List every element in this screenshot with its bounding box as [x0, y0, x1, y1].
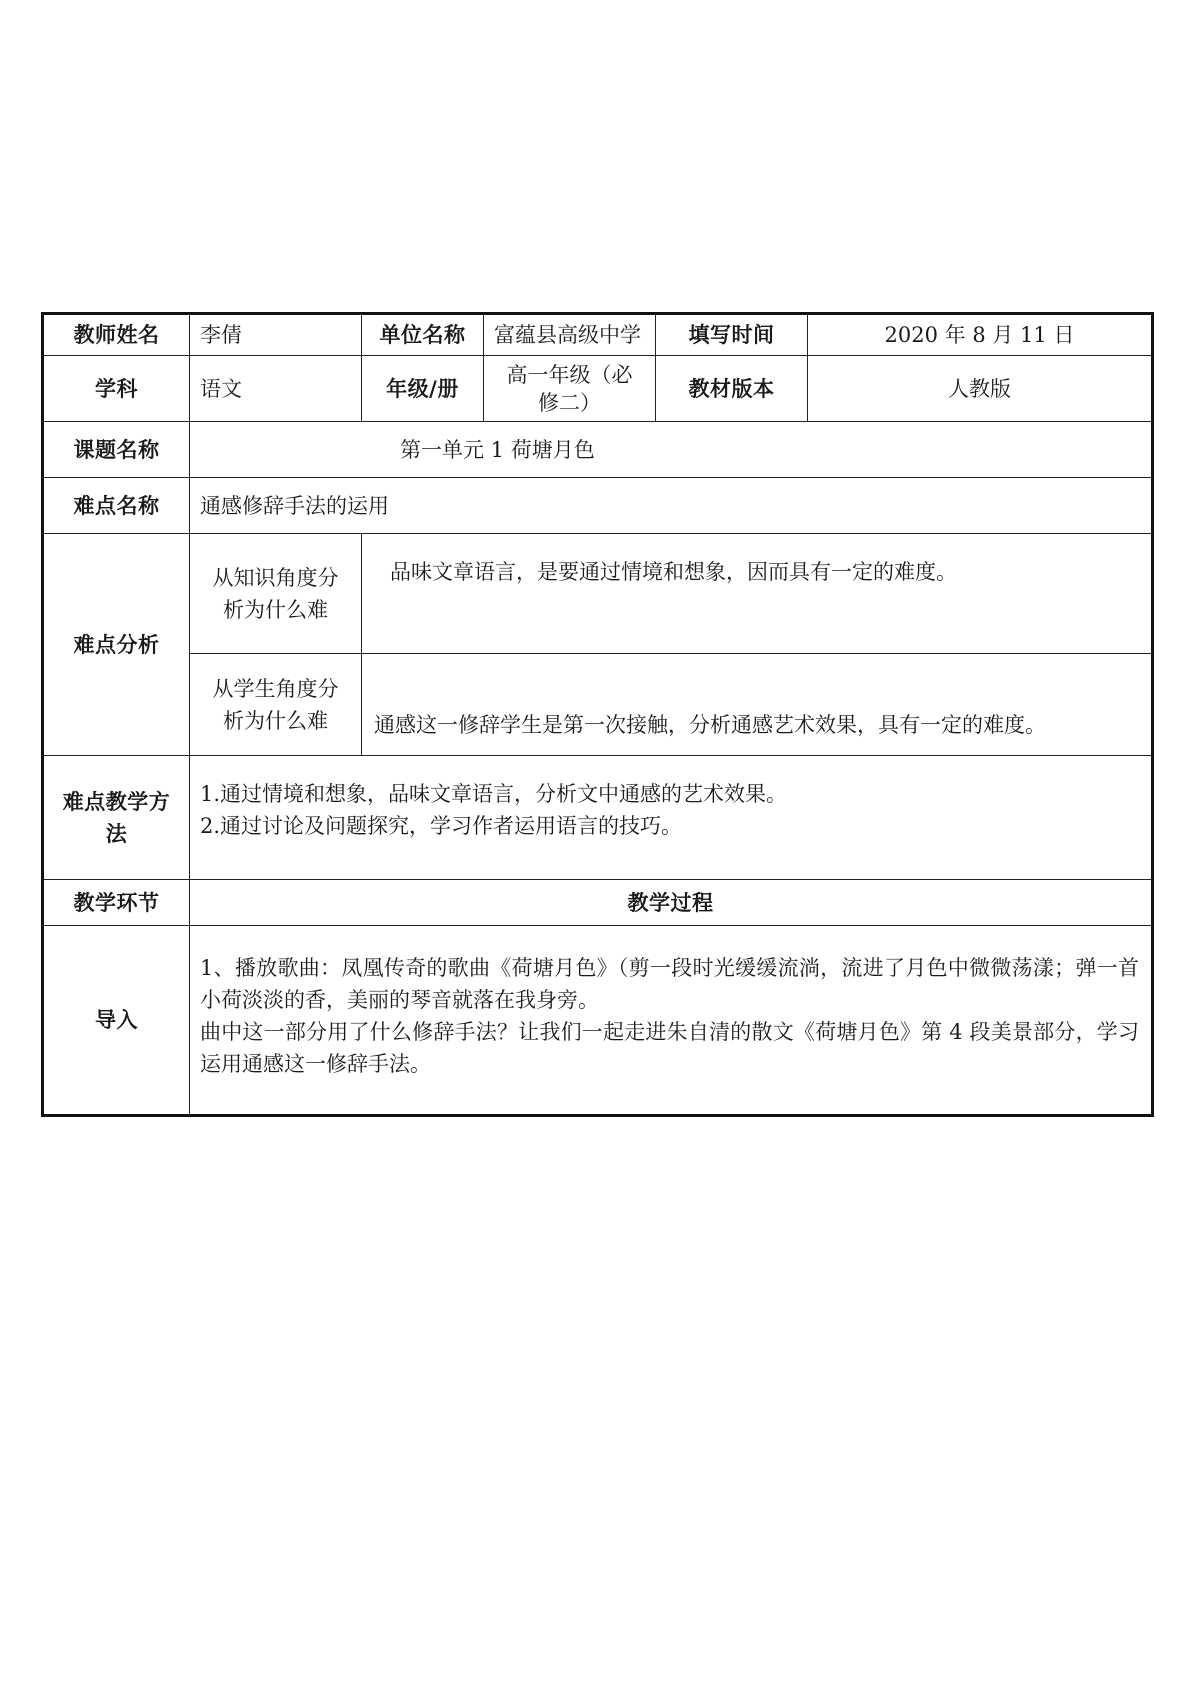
subject-label: 学科 — [43, 356, 190, 422]
difficulty-label: 难点名称 — [43, 478, 190, 534]
teacher-value: 李倩 — [190, 314, 362, 356]
method-row — [43, 756, 1153, 880]
analysis-student-row — [43, 654, 1153, 756]
textbook-label: 教材版本 — [656, 356, 808, 422]
intro-paragraph-2: 曲中这一部分用了什么修辞手法？让我们一起走进朱自清的散文《荷塘月色》第 4 段美景部分，学习运用通感这一修辞手法。 — [200, 1020, 1139, 1076]
method-content — [190, 756, 1153, 880]
intro-content — [190, 926, 1153, 1116]
info-row-2 — [43, 356, 1153, 422]
date-label: 填写时间 — [656, 314, 808, 356]
analysis-knowledge-row — [43, 534, 1153, 654]
lesson-plan-table — [41, 312, 1154, 1117]
topic-value: 第一单元 1 荷塘月色 — [190, 422, 1153, 478]
grade-label: 年级/册 — [362, 356, 484, 422]
date-value: 2020 年 8 月 11 日 — [808, 314, 1153, 356]
unit-value: 富蕴县高级中学 — [484, 314, 656, 356]
grade-value: 高一年级（必修二） — [484, 356, 656, 422]
student-label: 从学生角度分析为什么难 — [190, 654, 362, 756]
unit-label: 单位名称 — [362, 314, 484, 356]
method-label: 难点教学方法 — [43, 756, 190, 880]
textbook-value: 人教版 — [808, 356, 1153, 422]
info-row-1 — [43, 314, 1153, 356]
topic-label: 课题名称 — [43, 422, 190, 478]
knowledge-value: 品味文章语言，是要通过情境和想象，因而具有一定的难度。 — [362, 534, 1153, 654]
intro-label: 导入 — [43, 926, 190, 1116]
method-line-1: 1.通过情境和想象，品味文章语言，分析文中通感的艺术效果。 — [200, 782, 788, 806]
process-header-row — [43, 880, 1153, 926]
teacher-label: 教师姓名 — [43, 314, 190, 356]
knowledge-label: 从知识角度分析为什么难 — [190, 534, 362, 654]
process-label: 教学过程 — [190, 880, 1153, 926]
topic-row — [43, 422, 1153, 478]
difficulty-row — [43, 478, 1153, 534]
student-value: 通感这一修辞学生是第一次接触，分析通感艺术效果，具有一定的难度。 — [362, 654, 1153, 756]
stage-label: 教学环节 — [43, 880, 190, 926]
subject-value: 语文 — [190, 356, 362, 422]
intro-paragraph-1: 1、播放歌曲：凤凰传奇的歌曲《荷塘月色》（剪一段时光缓缓流淌，流进了月色中微微荡漾；弹一首小荷淡淡的香，美丽的琴音就落在我身旁。 — [200, 956, 1139, 1012]
method-line-2: 2.通过讨论及问题探究，学习作者运用语言的技巧。 — [200, 814, 683, 838]
analysis-label: 难点分析 — [43, 534, 190, 756]
intro-row — [43, 926, 1153, 1116]
difficulty-value: 通感修辞手法的运用 — [190, 478, 1153, 534]
